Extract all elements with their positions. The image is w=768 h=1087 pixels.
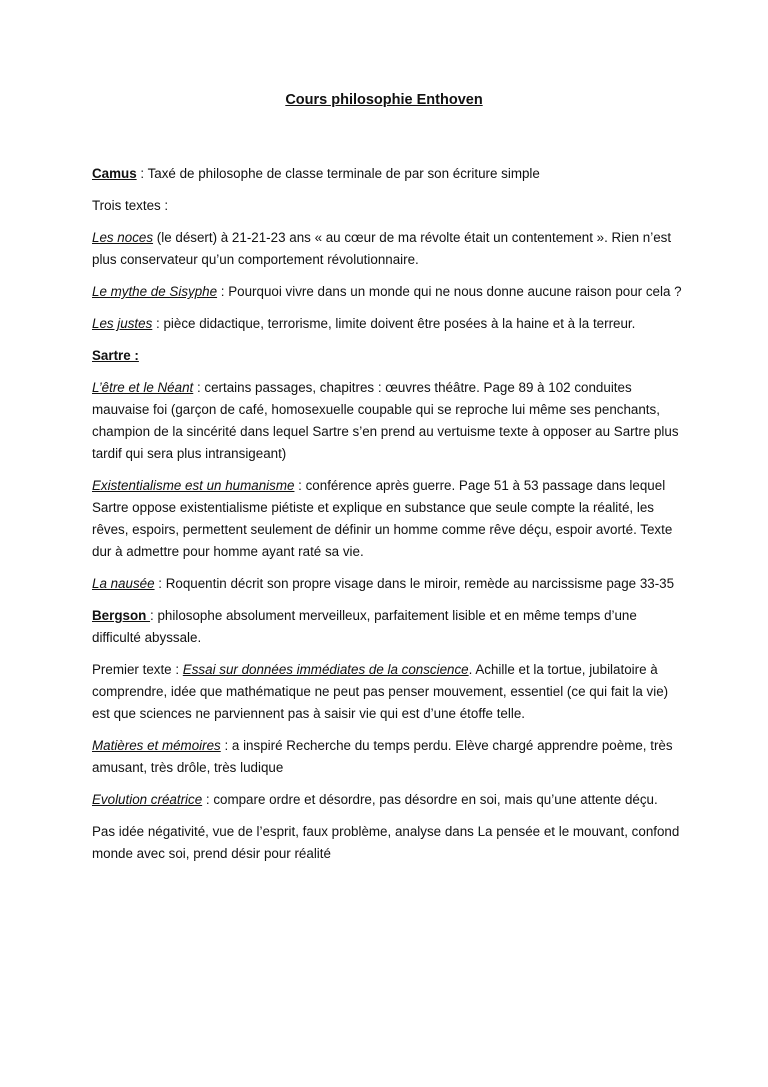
paragraph-noces xyxy=(92,227,684,271)
paragraph-trois-textes: Trois textes : xyxy=(92,198,169,213)
justes-text: : pièce didactique, terrorisme, limite doivent être posées à la haine et à la terreur. xyxy=(152,316,636,331)
etre-neant-text: : certains passages, chapitres : œuvres théâtre. Page 89 à 102 conduites mauvaise foi (garçon de café, homosexuelle coupable qui se reproche lui même ses penchants, champion de la sincérité dans lequel Sartre s’en prend au vertuisme texte à opposer au Sartre plus tardif qui sera plus intransigeant) xyxy=(92,380,679,461)
work-title-evolution: Evolution créatrice xyxy=(92,792,203,807)
paragraph-matieres xyxy=(92,735,684,779)
evolution-text: : compare ordre et désordre, pas désordre en soi, mais qu’une attente déçu. xyxy=(202,792,658,807)
noces-text: (le désert) à 21-21-23 ans « au cœur de ma révolte était un contentement ». Rien n’est plus conservateur qu’un comportement révolutionnaire. xyxy=(92,230,672,267)
author-sartre: Sartre : xyxy=(92,348,139,363)
work-title-essai: Essai sur données immédiates de la conscience xyxy=(182,662,469,677)
work-title-etre-neant: L’être et le Néant xyxy=(92,380,194,395)
paragraph-existentialisme xyxy=(92,475,684,563)
nausee-text: : Roquentin décrit son propre visage dans le miroir, remède au narcissisme page 33-35 xyxy=(154,576,675,591)
paragraph-premier-texte xyxy=(92,659,684,725)
paragraph-bergson xyxy=(92,605,684,649)
paragraph-evolution xyxy=(92,789,684,811)
document-body xyxy=(92,163,684,875)
work-title-existentialisme: Existentialisme est un humanisme xyxy=(92,478,295,493)
author-camus: Camus xyxy=(92,166,137,181)
work-title-justes: Les justes xyxy=(92,316,153,331)
premier-texte-text: . Achille et la tortue, jubilatoire à comprendre, idée que mathématique ne peut pas penser mouvement, essentiel (ce qui fait la vie) est que sciences ne parviennent pas à saisir vie qui est d’une étoffe telle. xyxy=(92,662,669,721)
paragraph-etre-neant xyxy=(92,377,684,465)
matieres-text: : a inspiré Recherche du temps perdu. Elève chargé apprendre poème, très amusant, très drôle, très ludique xyxy=(92,738,673,775)
paragraph-camus xyxy=(92,163,684,185)
work-title-noces: Les noces xyxy=(92,230,154,245)
paragraph-nausee xyxy=(92,573,684,595)
paragraph-sisyphe xyxy=(92,281,684,303)
bergson-text: : philosophe absolument merveilleux, parfaitement lisible et en même temps d’une difficulté abyssale. xyxy=(92,608,637,645)
existentialisme-text: : conférence après guerre. Page 51 à 53 passage dans lequel Sartre oppose existentialisme piétiste et explique en substance que seule compte la réalité, les rêves, espoirs, permettent seulement de définir un homme comme rêve déçu, espoir avorté. Texte dur à admettre pour homme ayant raté sa vie. xyxy=(92,478,673,559)
author-bergson: Bergson xyxy=(92,608,151,623)
premier-texte-prefix: Premier texte : xyxy=(92,662,183,677)
work-title-matieres: Matières et mémoires xyxy=(92,738,221,753)
paragraph-sartre xyxy=(92,345,684,367)
paragraph-justes xyxy=(92,313,684,335)
sisyphe-text: : Pourquoi vivre dans un monde qui ne nous donne aucune raison pour cela ? xyxy=(217,284,682,299)
camus-text: : Taxé de philosophe de classe terminale de par son écriture simple xyxy=(136,166,540,181)
work-title-nausee: La nausée xyxy=(92,576,155,591)
paragraph-pas-idee: Pas idée négativité, vue de l’esprit, faux problème, analyse dans La pensée et le mouvant, confond monde avec soi, prend désir pour réalité xyxy=(92,824,680,861)
work-title-sisyphe: Le mythe de Sisyphe xyxy=(92,284,218,299)
page-title: Cours philosophie Enthoven xyxy=(285,92,483,108)
